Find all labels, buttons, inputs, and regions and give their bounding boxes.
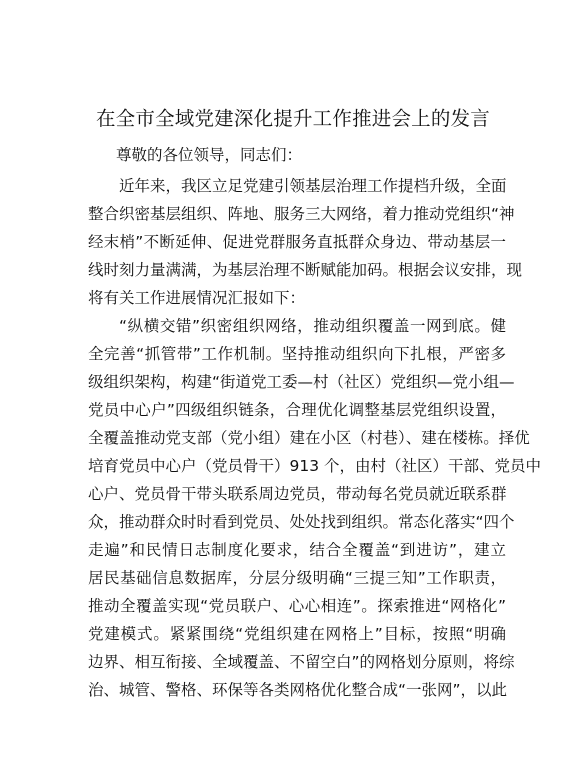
text-line: 党建模式。紧紧围绕“党组织建在网格上”目标，按照“明确 <box>88 625 506 643</box>
text-line: 推动全覆盖实现“党员联户、心心相连”。探索推进“网格化” <box>88 597 506 615</box>
text-line: 党员中心户”四级组织链条，合理优化调整基层党组织设置， <box>88 401 506 419</box>
text-line: 边界、相互衔接、全域覆盖、不留空白”的网格划分原则，将综 <box>88 653 515 671</box>
text-line: 居民基础信息数据库，分层分级明确“三提三知”工作职责， <box>88 569 506 587</box>
text-line: 全覆盖推动党支部（党小组）建在小区（村巷）、建在楼栋。择优 <box>88 429 530 447</box>
text-line: 级组织架构，构建“街道党工委—村（社区）党组织—党小组— <box>88 373 515 391</box>
text-line: 经末梢”不断延伸、促进党群服务直抵群众身边、带动基层一 <box>88 233 506 251</box>
text-line: “纵横交错”织密组织网络，推动组织覆盖一网到底。健 <box>119 317 506 335</box>
text-line: 治、城管、警格、环保等各类网格优化整合成“一张网”，以此 <box>88 681 508 699</box>
document-title: 在全市全域党建深化提升工作推进会上的发言 <box>95 107 490 130</box>
text-line: 全完善“抓管带”工作机制。坚持推动组织向下扎根，严密多 <box>88 345 506 363</box>
text-line: 心户、党员骨干带头联系周边党员，带动每名党员就近联系群 <box>88 485 507 503</box>
text-line: 走遍”和民情日志制度化要求，结合全覆盖“到进访”，建立 <box>88 541 506 559</box>
text-line: 近年来，我区立足党建引领基层治理工作提档升级，全面 <box>119 177 507 195</box>
text-line: 整合织密基层组织、阵地、服务三大网络，着力推动党组织“神 <box>88 205 515 223</box>
text-line: 将有关工作进展情况汇报如下： <box>88 289 306 307</box>
salutation: 尊敬的各位领导，同志们： <box>116 146 303 164</box>
text-line: 线时刻力量满满，为基层治理不断赋能加码。根据会议安排，现 <box>88 261 523 279</box>
text-line: 培育党员中心户（党员骨干）913 个，由村（社区）干部、党员中 <box>88 457 542 475</box>
text-line: 众，推动群众时时看到党员、处处找到组织。常态化落实“四个 <box>88 513 515 531</box>
